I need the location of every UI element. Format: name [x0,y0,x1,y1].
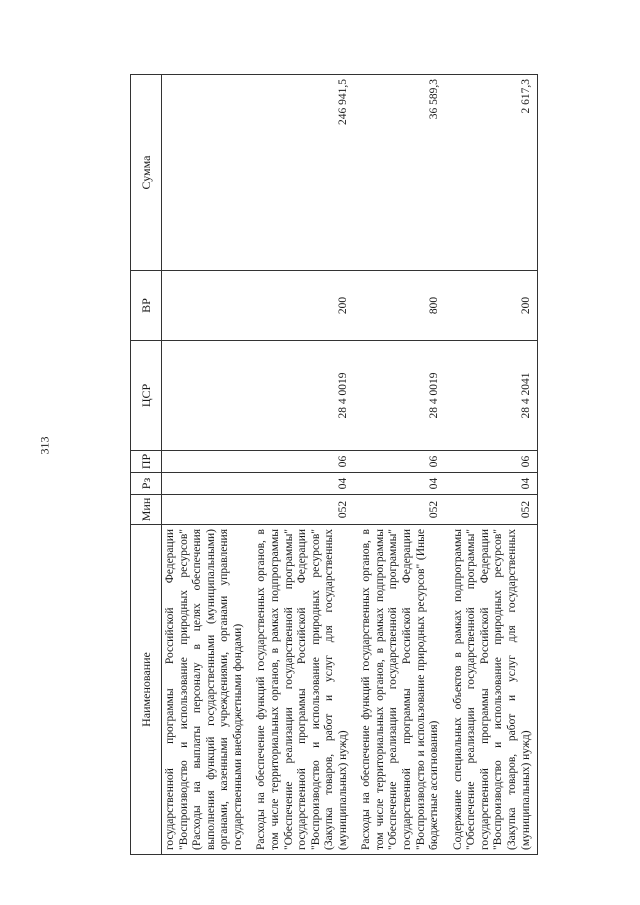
row-vr: 200 [249,271,354,341]
row-pr [162,451,250,473]
row-vr: 200 [446,271,538,341]
header-sum: Сумма [131,75,162,271]
row-sum: 246 941,5 [249,75,354,271]
table-row [446,75,538,855]
header-min: Мин [131,495,162,525]
table-row [249,75,354,855]
row-name: Содержание специальных объектов в рамках подпрограммы "Обеспечение реализации государственной программы" государственной программы Российской Федерации "Воспроизводство и использование природных ресурсов" (Закупка товаров, работ и услуг для государственных (муниципальных) нужд) [446,525,538,855]
row-rz [162,473,250,495]
row-sum [162,75,250,271]
row-sum: 2 617,3 [446,75,538,271]
row-name: Расходы на обеспечение функций государственных органов, в том числе территориальных органов, в рамках подпрограммы "Обеспечение реализации государственной программы" государственной программы Российской Федерации "Воспроизводство и использование природных ресурсов" (Иные бюджетные ассигнования) [354,525,445,855]
row-pr: 06 [249,451,354,473]
row-min: 052 [354,495,445,525]
row-min [162,495,250,525]
row-csr [162,341,250,451]
row-rz: 04 [446,473,538,495]
row-vr [162,271,250,341]
row-csr: 28 4 2041 [446,341,538,451]
row-min: 052 [249,495,354,525]
row-pr: 06 [354,451,445,473]
header-rz: Рз [131,473,162,495]
table-row [354,75,445,855]
table-header-row [131,75,162,855]
row-rz: 04 [249,473,354,495]
row-name: Расходы на обеспечение функций государственных органов, в том числе территориальных органов, в рамках подпрограммы "Обеспечение реализации государственной программы" государственной программы Российской Федерации "Воспроизводство и использование природных ресурсов" (Закупка товаров, работ и услуг для государственных (муниципальных) нужд) [249,525,354,855]
row-csr: 28 4 0019 [354,341,445,451]
header-csr: ЦСР [131,341,162,451]
row-sum: 36 589,3 [354,75,445,271]
row-pr: 06 [446,451,538,473]
row-rz: 04 [354,473,445,495]
row-name: государственной программы Российской Федерации "Воспроизводство и использование природных ресурсов" (Расходы на выплаты персоналу в целях обеспечения выполнения функций государственными (муниципальными) органами, казенными учреждениями, органами управления государственными внебюджетными фондами) [162,525,250,855]
page-number: 313 [37,436,52,455]
table-row [162,75,250,855]
budget-table [130,74,538,855]
row-csr: 28 4 0019 [249,341,354,451]
row-vr: 800 [354,271,445,341]
row-min: 052 [446,495,538,525]
header-vr: ВР [131,271,162,341]
rotated-page-content [130,75,630,855]
header-name: Наименование [131,525,162,855]
header-pr: ПР [131,451,162,473]
